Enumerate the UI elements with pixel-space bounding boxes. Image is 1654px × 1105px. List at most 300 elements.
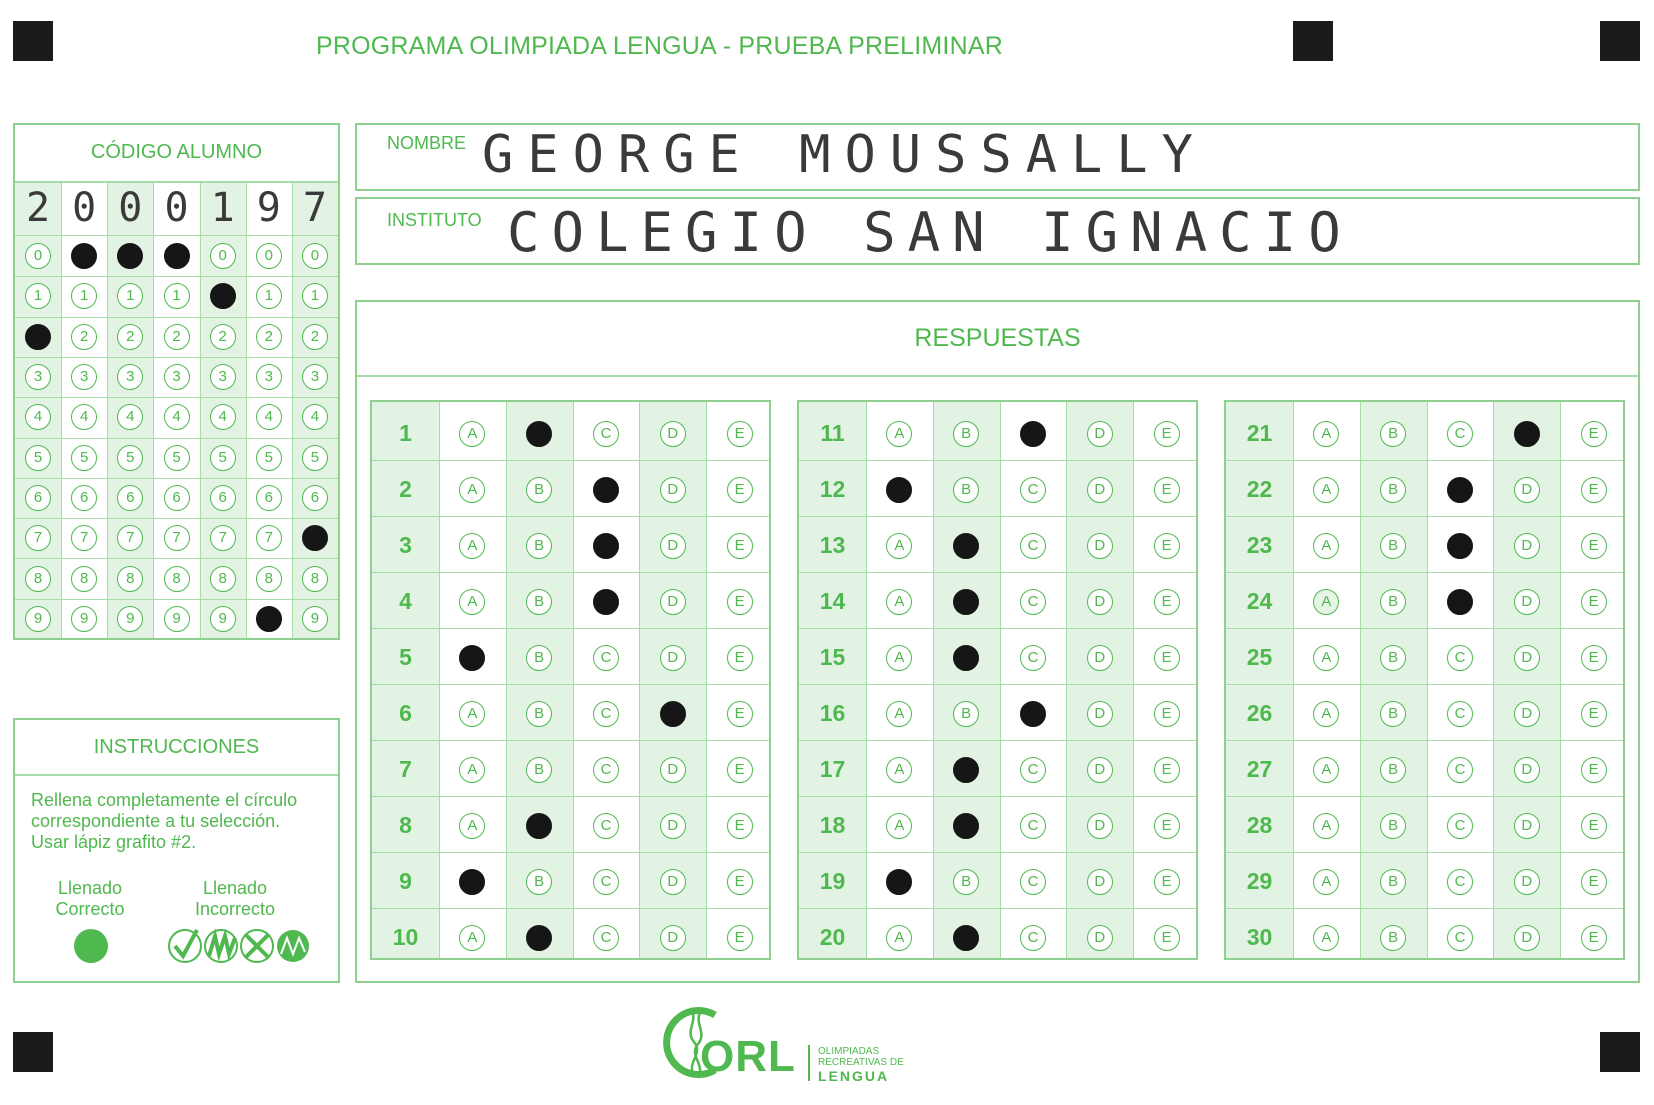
question-number: 19 [819, 868, 846, 894]
answer-bubble-b[interactable]: B [526, 645, 552, 671]
code-bubble[interactable]: 8 [256, 566, 282, 592]
question-number: 23 [1246, 532, 1273, 558]
answer-bubble-a[interactable]: A [459, 757, 485, 783]
logo-line-2: RECREATIVAS DE [818, 1057, 904, 1068]
code-bubble[interactable]: 2 [210, 324, 236, 350]
answer-bubble-c[interactable]: C [1020, 925, 1046, 951]
answer-bubble-c[interactable]: C [1020, 701, 1046, 727]
answer-bubble-a[interactable]: A [886, 925, 912, 951]
code-bubble[interactable]: 6 [117, 485, 143, 511]
answer-bubble-a[interactable]: A [1313, 925, 1339, 951]
code-bubble[interactable]: 7 [256, 525, 282, 551]
answer-bubble-d[interactable]: D [660, 421, 686, 447]
answer-bubble-b[interactable]: B [953, 533, 979, 559]
code-bubble[interactable]: 5 [71, 445, 97, 471]
code-bubble[interactable]: 4 [256, 404, 282, 430]
code-bubble[interactable]: 5 [210, 445, 236, 471]
code-bubble[interactable]: 5 [25, 445, 51, 471]
answer-bubble-b[interactable]: B [953, 869, 979, 895]
code-bubble[interactable]: 5 [164, 445, 190, 471]
answer-bubble-d[interactable]: D [1514, 925, 1540, 951]
code-bubble[interactable]: 6 [71, 485, 97, 511]
code-bubble[interactable]: 3 [117, 364, 143, 390]
answer-bubble-d[interactable]: D [1087, 645, 1113, 671]
code-bubble[interactable]: 7 [117, 525, 143, 551]
answer-bubble-c[interactable]: C [593, 701, 619, 727]
code-bubble[interactable]: 5 [117, 445, 143, 471]
question-number: 27 [1246, 756, 1273, 782]
code-bubble[interactable]: 1 [71, 283, 97, 309]
question-number: 8 [399, 812, 412, 838]
answer-bubble-d[interactable]: D [660, 701, 686, 727]
code-written-digit[interactable]: 1 [210, 185, 235, 231]
answer-bubble-d[interactable]: D [660, 757, 686, 783]
answer-bubble-e[interactable]: E [1581, 701, 1607, 727]
column-divider [706, 402, 707, 958]
code-bubble[interactable]: 9 [71, 606, 97, 632]
code-bubble[interactable]: 0 [117, 243, 143, 269]
answer-bubble-c[interactable]: C [1447, 701, 1473, 727]
answer-bubble-a[interactable]: A [1313, 589, 1339, 615]
answer-bubble-c[interactable]: C [1447, 869, 1473, 895]
column-divider [506, 402, 507, 958]
answer-bubble-e[interactable]: E [727, 645, 753, 671]
answer-bubble-c[interactable]: C [1447, 533, 1473, 559]
answer-bubble-c[interactable]: C [1447, 925, 1473, 951]
answer-bubble-b[interactable]: B [526, 421, 552, 447]
code-bubble[interactable]: 1 [164, 283, 190, 309]
code-bubble[interactable]: 8 [117, 566, 143, 592]
answer-bubble-b[interactable]: B [1380, 533, 1406, 559]
answer-bubble-c[interactable]: C [1447, 421, 1473, 447]
code-bubble[interactable]: 1 [302, 283, 328, 309]
answer-bubble-b[interactable]: B [1380, 813, 1406, 839]
column-divider [107, 183, 108, 638]
row-divider [372, 460, 769, 461]
answer-bubble-c[interactable]: C [1447, 589, 1473, 615]
column-divider [1360, 402, 1361, 958]
answer-bubble-d[interactable]: D [660, 645, 686, 671]
code-written-digit[interactable]: 9 [256, 185, 281, 231]
divider [357, 375, 1638, 377]
answer-bubble-b[interactable]: B [1380, 869, 1406, 895]
code-bubble[interactable]: 2 [302, 324, 328, 350]
answer-bubble-a[interactable]: A [1313, 813, 1339, 839]
name-label: NOMBRE [387, 133, 467, 153]
question-number: 14 [819, 588, 846, 614]
code-bubble[interactable]: 9 [210, 606, 236, 632]
answer-bubble-c[interactable]: C [1447, 477, 1473, 503]
answer-bubble-c[interactable]: C [593, 421, 619, 447]
answer-bubble-c[interactable]: C [1020, 757, 1046, 783]
answer-bubble-e[interactable]: E [1581, 757, 1607, 783]
answer-bubble-b[interactable]: B [953, 477, 979, 503]
column-divider [866, 402, 867, 958]
code-bubble[interactable]: 0 [302, 243, 328, 269]
answer-bubble-e[interactable]: E [1581, 421, 1607, 447]
code-bubble[interactable]: 6 [25, 485, 51, 511]
answer-bubble-e[interactable]: E [727, 925, 753, 951]
code-bubble[interactable]: 1 [25, 283, 51, 309]
answer-bubble-e[interactable]: E [1581, 645, 1607, 671]
answer-bubble-b[interactable]: B [526, 533, 552, 559]
answer-bubble-e[interactable]: E [1154, 869, 1180, 895]
answer-bubble-c[interactable]: C [1020, 869, 1046, 895]
answer-bubble-b[interactable]: B [526, 589, 552, 615]
question-number: 20 [819, 924, 846, 950]
code-bubble[interactable]: 4 [25, 404, 51, 430]
row-divider [15, 357, 338, 358]
registration-mark-bottom-right [1600, 1032, 1640, 1072]
answer-bubble-c[interactable]: C [1447, 813, 1473, 839]
answer-bubble-c[interactable]: C [1020, 477, 1046, 503]
answers-block [370, 400, 771, 960]
code-bubble[interactable]: 0 [210, 243, 236, 269]
code-bubble[interactable]: 7 [71, 525, 97, 551]
answer-bubble-e[interactable]: E [727, 701, 753, 727]
code-bubble[interactable]: 0 [164, 243, 190, 269]
student-code-panel [13, 123, 340, 640]
answer-bubble-d[interactable]: D [1087, 477, 1113, 503]
answer-bubble-c[interactable]: C [593, 869, 619, 895]
answer-bubble-c[interactable]: C [1020, 813, 1046, 839]
registration-mark-top-mid [1293, 21, 1333, 61]
answer-bubble-c[interactable]: C [593, 757, 619, 783]
question-number: 10 [392, 924, 419, 950]
logo-separator [808, 1045, 810, 1081]
question-number: 22 [1246, 476, 1273, 502]
registration-mark-top-right [1600, 21, 1640, 61]
answer-bubble-b[interactable]: B [1380, 701, 1406, 727]
answer-bubble-b[interactable]: B [526, 701, 552, 727]
code-bubble[interactable]: 1 [256, 283, 282, 309]
incorrect-fill-label-1: Llenado [202, 878, 268, 898]
code-bubble[interactable]: 9 [256, 606, 282, 632]
answer-bubble-a[interactable]: A [459, 645, 485, 671]
column-divider [292, 183, 293, 638]
answer-bubble-e[interactable]: E [727, 477, 753, 503]
answer-bubble-b[interactable]: B [953, 813, 979, 839]
answer-bubble-a[interactable]: A [459, 925, 485, 951]
column-divider [1000, 402, 1001, 958]
answer-bubble-c[interactable]: C [1447, 645, 1473, 671]
answer-bubble-a[interactable]: A [886, 589, 912, 615]
answer-bubble-d[interactable]: D [1087, 533, 1113, 559]
answer-bubble-e[interactable]: E [727, 421, 753, 447]
name-field[interactable] [355, 123, 1640, 191]
code-bubble[interactable]: 3 [210, 364, 236, 390]
answer-bubble-b[interactable]: B [526, 925, 552, 951]
answer-bubble-b[interactable]: B [953, 645, 979, 671]
code-bubble[interactable]: 3 [302, 364, 328, 390]
answer-bubble-b[interactable]: B [526, 757, 552, 783]
answer-bubble-a[interactable]: A [459, 421, 485, 447]
answer-bubble-d[interactable]: D [660, 589, 686, 615]
answer-bubble-a[interactable]: A [886, 701, 912, 727]
answer-bubble-e[interactable]: E [1581, 533, 1607, 559]
answer-bubble-e[interactable]: E [1581, 813, 1607, 839]
answer-bubble-c[interactable]: C [593, 645, 619, 671]
answer-bubble-d[interactable]: D [1514, 757, 1540, 783]
answer-bubble-d[interactable]: D [660, 477, 686, 503]
code-bubble[interactable]: 2 [25, 324, 51, 350]
answer-bubble-b[interactable]: B [1380, 925, 1406, 951]
row-divider [1226, 572, 1623, 573]
code-bubble[interactable]: 6 [164, 485, 190, 511]
answer-bubble-e[interactable]: E [727, 757, 753, 783]
answer-bubble-a[interactable]: A [459, 701, 485, 727]
code-bubble[interactable]: 7 [302, 525, 328, 551]
answer-bubble-e[interactable]: E [727, 869, 753, 895]
row-divider [799, 852, 1196, 853]
answer-bubble-e[interactable]: E [1154, 757, 1180, 783]
answer-bubble-e[interactable]: E [727, 533, 753, 559]
code-bubble[interactable]: 7 [164, 525, 190, 551]
logo-line-3: LENGUA [818, 1068, 890, 1084]
question-number: 3 [399, 532, 412, 558]
institute-field[interactable] [355, 197, 1640, 265]
row-divider [372, 852, 769, 853]
answer-bubble-b[interactable]: B [526, 869, 552, 895]
answer-bubble-e[interactable]: E [1154, 589, 1180, 615]
correct-fill-example-icon [74, 929, 108, 963]
answers-block [797, 400, 1198, 960]
code-bubble[interactable]: 3 [71, 364, 97, 390]
answer-bubble-d[interactable]: D [660, 925, 686, 951]
answer-bubble-e[interactable]: E [1154, 645, 1180, 671]
question-number: 18 [819, 812, 846, 838]
answer-bubble-b[interactable]: B [1380, 757, 1406, 783]
code-bubble[interactable]: 8 [25, 566, 51, 592]
answer-bubble-e[interactable]: E [1581, 477, 1607, 503]
answer-bubble-c[interactable]: C [593, 925, 619, 951]
answer-bubble-d[interactable]: D [1087, 421, 1113, 447]
answer-bubble-e[interactable]: E [1581, 925, 1607, 951]
answer-bubble-d[interactable]: D [1514, 869, 1540, 895]
answer-bubble-e[interactable]: E [1154, 533, 1180, 559]
question-number: 25 [1246, 644, 1273, 670]
code-bubble[interactable]: 8 [71, 566, 97, 592]
code-bubble[interactable]: 9 [302, 606, 328, 632]
answer-bubble-a[interactable]: A [459, 533, 485, 559]
code-bubble[interactable]: 9 [164, 606, 190, 632]
code-bubble[interactable]: 0 [71, 243, 97, 269]
answer-bubble-e[interactable]: E [1581, 869, 1607, 895]
code-bubble[interactable]: 8 [210, 566, 236, 592]
answer-bubble-e[interactable]: E [1154, 477, 1180, 503]
question-number: 15 [819, 644, 846, 670]
column-divider [1560, 402, 1561, 958]
code-bubble[interactable]: 4 [302, 404, 328, 430]
code-written-digit[interactable]: 0 [72, 185, 97, 231]
institute-label: INSTITUTO [387, 210, 482, 230]
answer-bubble-b[interactable]: B [1380, 645, 1406, 671]
instruction-line-1: Rellena completamente el círculo [31, 790, 298, 810]
answer-bubble-d[interactable]: D [660, 813, 686, 839]
code-bubble[interactable]: 7 [25, 525, 51, 551]
code-bubble[interactable]: 7 [210, 525, 236, 551]
answer-bubble-a[interactable]: A [1313, 533, 1339, 559]
code-written-digit[interactable]: 0 [164, 185, 189, 231]
answer-bubble-d[interactable]: D [1087, 813, 1113, 839]
code-bubble[interactable]: 9 [25, 606, 51, 632]
row-divider [372, 908, 769, 909]
answer-bubble-c[interactable]: C [1020, 421, 1046, 447]
answer-bubble-a[interactable]: A [886, 421, 912, 447]
answer-bubble-b[interactable]: B [1380, 477, 1406, 503]
answer-bubble-a[interactable]: A [886, 533, 912, 559]
column-divider [153, 183, 154, 638]
code-bubble[interactable]: 0 [25, 243, 51, 269]
answer-bubble-a[interactable]: A [459, 477, 485, 503]
answer-bubble-b[interactable]: B [953, 421, 979, 447]
answer-bubble-a[interactable]: A [459, 869, 485, 895]
answer-bubble-b[interactable]: B [953, 589, 979, 615]
question-number: 12 [819, 476, 846, 502]
row-divider [15, 317, 338, 318]
answer-bubble-d[interactable]: D [1087, 925, 1113, 951]
answer-bubble-a[interactable]: A [886, 813, 912, 839]
answer-bubble-e[interactable]: E [1154, 421, 1180, 447]
answer-bubble-c[interactable]: C [1020, 533, 1046, 559]
code-bubble[interactable]: 2 [71, 324, 97, 350]
code-written-digit[interactable]: 2 [26, 185, 51, 231]
code-bubble[interactable]: 8 [302, 566, 328, 592]
column-divider [246, 183, 247, 638]
answer-bubble-b[interactable]: B [526, 813, 552, 839]
logo-mark: ORL [700, 1032, 796, 1081]
question-number: 29 [1246, 868, 1273, 894]
row-divider [372, 796, 769, 797]
code-bubble[interactable]: 3 [164, 364, 190, 390]
answer-bubble-a[interactable]: A [1313, 757, 1339, 783]
code-bubble[interactable]: 5 [256, 445, 282, 471]
answer-bubble-a[interactable]: A [886, 869, 912, 895]
row-divider [15, 235, 338, 236]
answer-bubble-d[interactable]: D [1514, 701, 1540, 727]
answer-bubble-c[interactable]: C [593, 477, 619, 503]
answer-bubble-c[interactable]: C [593, 813, 619, 839]
answer-bubble-d[interactable]: D [1514, 589, 1540, 615]
code-bubble[interactable]: 8 [164, 566, 190, 592]
code-bubble[interactable]: 4 [164, 404, 190, 430]
registration-mark-top-left [13, 21, 53, 61]
code-bubble[interactable]: 4 [117, 404, 143, 430]
code-bubble[interactable]: 6 [210, 485, 236, 511]
answer-bubble-c[interactable]: C [1447, 757, 1473, 783]
institute-value: COLEGIO SAN IGNACIO [507, 201, 1353, 264]
answer-bubble-d[interactable]: D [1514, 421, 1540, 447]
divider [15, 774, 338, 776]
answer-bubble-b[interactable]: B [1380, 589, 1406, 615]
row-divider [372, 628, 769, 629]
code-written-digit[interactable]: 0 [118, 185, 143, 231]
question-number: 11 [820, 420, 845, 446]
code-written-digit[interactable]: 7 [302, 185, 327, 231]
code-bubble[interactable]: 3 [25, 364, 51, 390]
answer-bubble-d[interactable]: D [1087, 757, 1113, 783]
row-divider [15, 438, 338, 439]
question-number: 28 [1246, 812, 1273, 838]
column-divider [1493, 402, 1494, 958]
row-divider [799, 740, 1196, 741]
code-bubble[interactable]: 3 [256, 364, 282, 390]
logo [660, 1000, 930, 1090]
answer-bubble-d[interactable]: D [1514, 477, 1540, 503]
column-divider [573, 402, 574, 958]
answer-bubble-c[interactable]: C [1020, 645, 1046, 671]
answer-bubble-a[interactable]: A [886, 645, 912, 671]
answer-bubble-b[interactable]: B [953, 701, 979, 727]
answer-bubble-a[interactable]: A [1313, 421, 1339, 447]
answer-bubble-e[interactable]: E [1154, 813, 1180, 839]
code-bubble[interactable]: 2 [117, 324, 143, 350]
answer-bubble-b[interactable]: B [953, 925, 979, 951]
code-bubble[interactable]: 0 [256, 243, 282, 269]
row-divider [1226, 516, 1623, 517]
row-divider [1226, 796, 1623, 797]
answer-bubble-d[interactable]: D [1087, 589, 1113, 615]
code-bubble[interactable]: 5 [302, 445, 328, 471]
code-bubble[interactable]: 2 [164, 324, 190, 350]
answer-bubble-a[interactable]: A [1313, 477, 1339, 503]
answer-bubble-b[interactable]: B [1380, 421, 1406, 447]
answer-bubble-d[interactable]: D [1087, 869, 1113, 895]
question-number: 9 [399, 868, 412, 894]
correct-fill-label-2: Correcto [55, 899, 125, 919]
answer-bubble-e[interactable]: E [1154, 925, 1180, 951]
answer-bubble-a[interactable]: A [1313, 645, 1339, 671]
answer-bubble-a[interactable]: A [886, 757, 912, 783]
column-divider [1293, 402, 1294, 958]
answer-bubble-c[interactable]: C [593, 589, 619, 615]
question-number: 1 [399, 420, 412, 446]
code-bubble[interactable]: 4 [71, 404, 97, 430]
answer-bubble-b[interactable]: B [526, 477, 552, 503]
answer-bubble-a[interactable]: A [1313, 869, 1339, 895]
answer-bubble-a[interactable]: A [886, 477, 912, 503]
question-number: 21 [1246, 420, 1273, 446]
answer-bubble-e[interactable]: E [727, 813, 753, 839]
code-bubble[interactable]: 9 [117, 606, 143, 632]
code-bubble[interactable]: 6 [256, 485, 282, 511]
answer-bubble-c[interactable]: C [593, 533, 619, 559]
row-divider [1226, 852, 1623, 853]
code-bubble[interactable]: 6 [302, 485, 328, 511]
answer-bubble-a[interactable]: A [1313, 701, 1339, 727]
answer-bubble-d[interactable]: D [1514, 645, 1540, 671]
answer-bubble-e[interactable]: E [1154, 701, 1180, 727]
code-bubble[interactable]: 4 [210, 404, 236, 430]
instruction-line-2: correspondiente a tu selección. [31, 811, 281, 831]
code-bubble[interactable]: 2 [256, 324, 282, 350]
student-code-grid [15, 183, 338, 638]
answer-bubble-e[interactable]: E [727, 589, 753, 615]
answer-bubble-b[interactable]: B [953, 757, 979, 783]
code-bubble[interactable]: 1 [210, 283, 236, 309]
instruction-line-3: Usar lápiz grafito #2. [31, 832, 197, 852]
answer-bubble-d[interactable]: D [1087, 701, 1113, 727]
answer-bubble-c[interactable]: C [1020, 589, 1046, 615]
answer-bubble-d[interactable]: D [1514, 533, 1540, 559]
answer-bubble-e[interactable]: E [1581, 589, 1607, 615]
answer-bubble-a[interactable]: A [459, 813, 485, 839]
answer-bubble-d[interactable]: D [660, 533, 686, 559]
answer-bubble-a[interactable]: A [459, 589, 485, 615]
answer-bubble-d[interactable]: D [660, 869, 686, 895]
answer-bubble-d[interactable]: D [1514, 813, 1540, 839]
code-bubble[interactable]: 1 [117, 283, 143, 309]
